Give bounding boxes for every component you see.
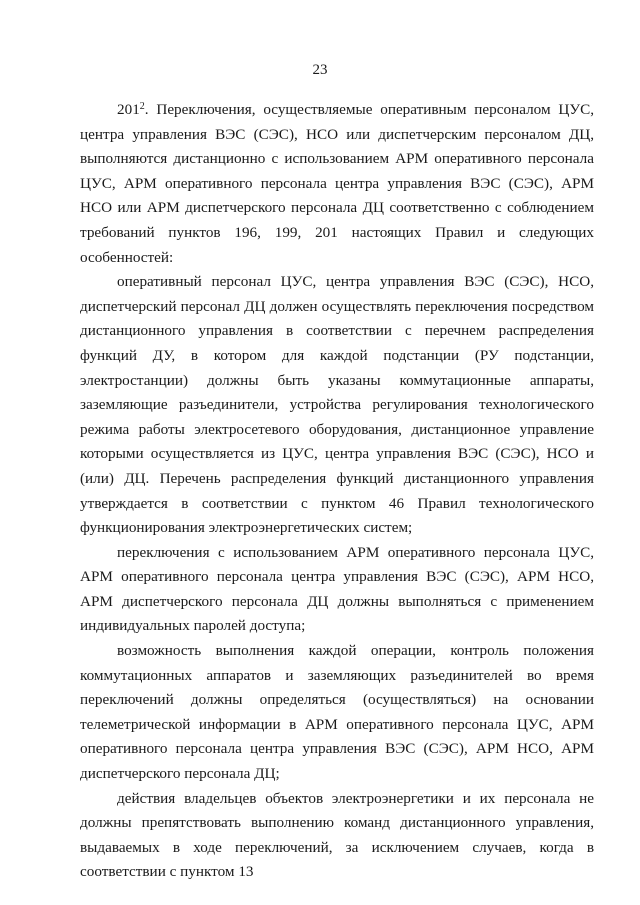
clause-number: 201	[117, 101, 140, 118]
clause-number-superscript: 2	[139, 101, 145, 112]
paragraph-owners-actions: действия владельцев объектов электроэнергетики и их персонала не должны препятствовать выполнению команд дистанционного управления, выдаваемых в ходе переключений, за исключением случаев, когда в соответствии с пунктом 13	[80, 789, 594, 881]
paragraph-text: . Переключения, осуществляемые оперативным персоналом ЦУС, центра управления ВЭС (СЭС), НСО или диспетчерским персоналом ДЦ, выполняются дистанционно с использованием АРМ оперативного персонала ЦУС, АРМ оперативного персонала центра управления ВЭС (СЭС), АРМ НСО или АРМ диспетчерского персонала ДЦ соответственно с соблюдением требований пунктов 196, 199, 201 настоящих Правил и следующих особенностей:	[80, 101, 594, 266]
paragraph-passwords: переключения с использованием АРМ оперативного персонала ЦУС, АРМ оперативного персонала центра управления ВЭС (СЭС), АРМ НСО, АРМ диспетчерского персонала ДЦ должны выполняться с применением индивидуальных паролей доступа;	[80, 543, 594, 635]
document-body	[80, 98, 594, 885]
page-number: 23	[312, 62, 328, 78]
paragraph-201-2	[80, 98, 594, 270]
paragraph-telemetry: возможность выполнения каждой операции, контроль положения коммутационных аппаратов и заземляющих разъединителей во время переключений должны определяться (осуществляться) на основании телеметрической информации в АРМ оперативного персонала ЦУС, АРМ оперативного персонала центра управления ВЭС (СЭС), АРМ НСО, АРМ диспетчерского персонала ДЦ;	[80, 642, 594, 783]
paragraph-remote-control-list: оперативный персонал ЦУС, центра управления ВЭС (СЭС), НСО, диспетчерский персонал ДЦ должен осуществлять переключения посредством дистанционного управления в соответствии с перечнем распределения функций ДУ, в котором для каждой подстанции (РУ подстанции, электростанции) должны быть указаны коммутационные аппараты, заземляющие разъединители, устройства регулирования технологического режима работы электросетевого оборудования, дистанционное управление которыми осуществляется из ЦУС, центра управления ВЭС (СЭС), НСО и (или) ДЦ. Перечень распределения функций дистанционного управления утверждается в соответствии с пунктом 46 Правил технологического функционирования электроэнергетических систем;	[80, 273, 594, 537]
